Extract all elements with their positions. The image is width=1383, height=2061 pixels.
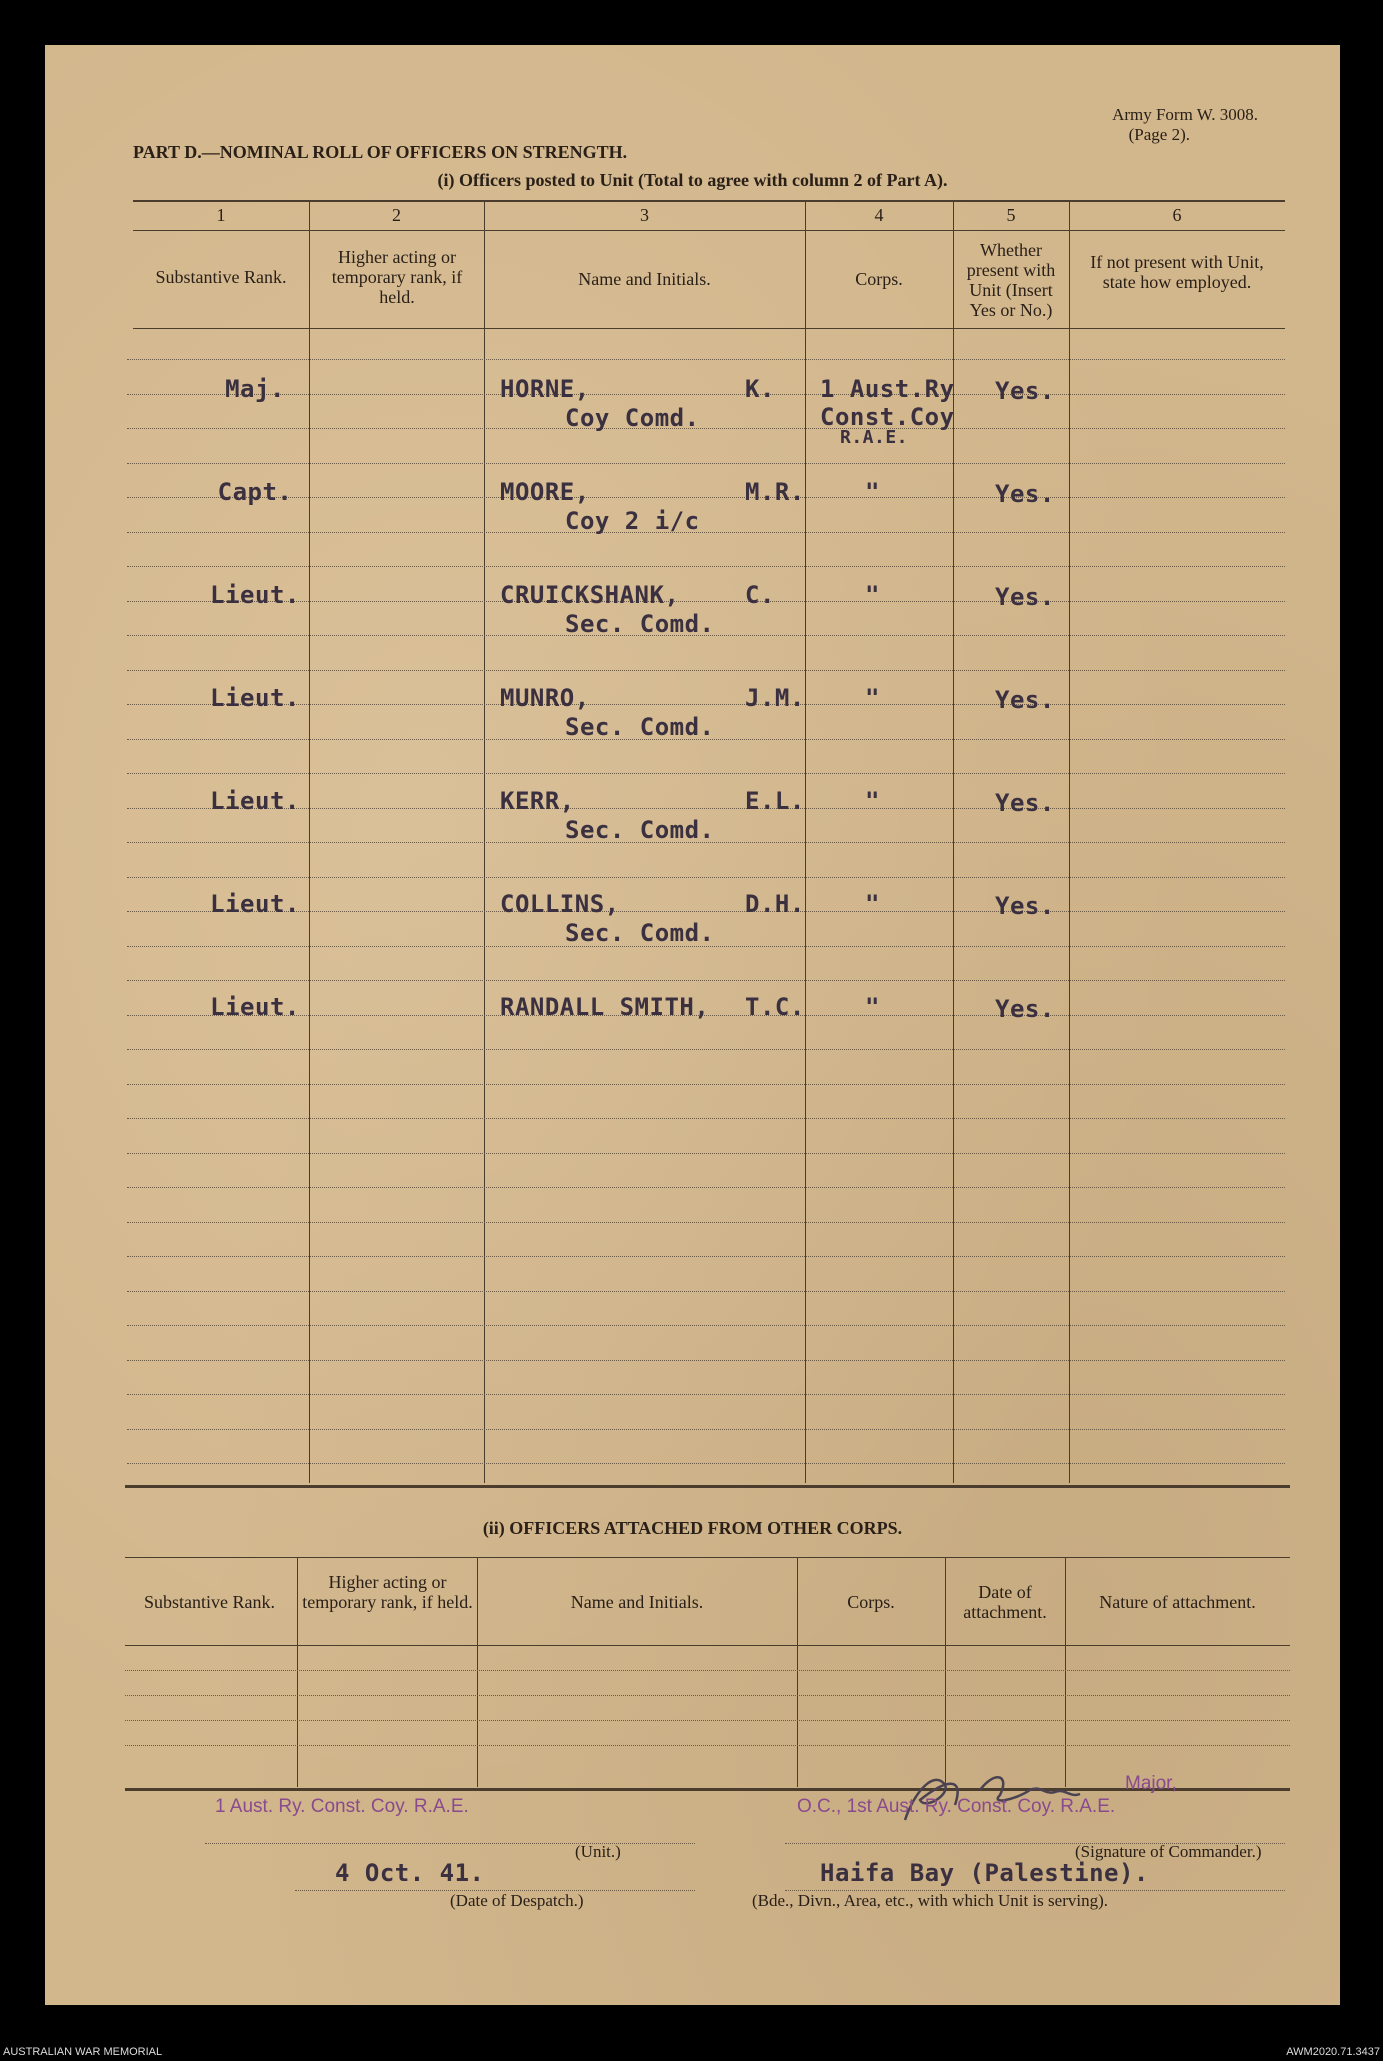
section1-title: (i) Officers posted to Unit (Total to agree with column 2 of Part A). — [437, 170, 948, 190]
col-number-2: 2 — [392, 205, 401, 225]
commander-label: (Signature of Commander.) — [1075, 1842, 1262, 1861]
ruled-line — [127, 1049, 1285, 1050]
officer-name: RANDALL SMITH, — [500, 993, 710, 1021]
table2-header-border — [125, 1645, 1290, 1646]
officer-present: Yes. — [995, 583, 1055, 611]
col-header-rank: Substantive Rank. — [155, 267, 287, 287]
ruled-line — [127, 1360, 1285, 1361]
page-number: (Page 2). — [1128, 125, 1190, 144]
officer-appointment: Coy 2 i/c — [565, 507, 700, 535]
col-header-employed: If not present with Unit, state how employed. — [1090, 252, 1264, 292]
despatch-label: (Date of Despatch.) — [450, 1891, 584, 1910]
officer-rank: Lieut. — [210, 581, 300, 609]
officer-initials: M.R. — [745, 478, 805, 506]
ruled-line — [125, 1745, 1290, 1746]
officer-name: MOORE, — [500, 478, 590, 506]
ruled-line — [127, 1394, 1285, 1395]
unit-line — [205, 1843, 695, 1844]
officer-corps: " — [865, 478, 880, 506]
ruled-line — [125, 1695, 1290, 1696]
officer-corps: " — [865, 890, 880, 918]
officer-initials: C. — [745, 581, 775, 609]
ruled-line — [127, 1291, 1285, 1292]
ruled-line — [127, 463, 1285, 464]
officer-appointment: Sec. Comd. — [565, 816, 715, 844]
ruled-line — [127, 670, 1285, 671]
ruled-line — [127, 566, 1285, 567]
t2-header-date: Date of attachment. — [963, 1582, 1047, 1622]
ruled-line — [127, 359, 1285, 360]
officer-rank: Lieut. — [210, 993, 300, 1021]
section2-title: (ii) OFFICERS ATTACHED FROM OTHER CORPS. — [482, 1518, 903, 1538]
ruled-line — [127, 773, 1285, 774]
location-label: (Bde., Divn., Area, etc., with which Unit is serving). — [752, 1891, 1108, 1910]
col-header-higher-rank: Higher acting or temporary rank, if held. — [331, 247, 463, 307]
officer-rank: Lieut. — [210, 787, 300, 815]
officer-name: KERR, — [500, 787, 575, 815]
officer-initials: E.L. — [745, 787, 805, 815]
officer-present: Yes. — [995, 789, 1055, 817]
unit-label: (Unit.) — [575, 1842, 621, 1861]
ruled-line — [127, 1187, 1285, 1188]
officer-rank: Maj. — [225, 375, 285, 403]
col-number-4: 4 — [874, 205, 884, 225]
officer-appointment: Sec. Comd. — [565, 919, 715, 947]
officer-appointment: Sec. Comd. — [565, 713, 715, 741]
commander-stamp-line: O.C., 1st Aust. Ry. Const. Coy. R.A.E. — [797, 1796, 1116, 1817]
commander-signature — [885, 1750, 1145, 1830]
ruled-line — [127, 532, 1285, 533]
officer-rank: Lieut. — [210, 890, 300, 918]
officer-corps: " — [865, 787, 880, 815]
table1-top-border — [133, 200, 1285, 202]
officer-corps: " — [865, 581, 880, 609]
t2-header-nature: Nature of attachment. — [1099, 1592, 1256, 1612]
despatch-date: 4 Oct. 41. — [335, 1859, 485, 1887]
col-header-corps: Corps. — [855, 269, 903, 289]
footer-accession: AWM2020.71.3437 — [1286, 2046, 1380, 2058]
ruled-line — [127, 980, 1285, 981]
table2-top-border — [125, 1557, 1290, 1558]
ruled-line — [127, 1084, 1285, 1085]
commander-stamp-rank: Major, — [1125, 1773, 1177, 1794]
footer-institution: AUSTRALIAN WAR MEMORIAL — [3, 2046, 163, 2058]
officer-corps-line2: Const.Coy — [820, 403, 955, 431]
ruled-line — [127, 1429, 1285, 1430]
unit-stamp: 1 Aust. Ry. Const. Coy. R.A.E. — [215, 1796, 469, 1817]
t2-header-name: Name and Initials. — [570, 1592, 704, 1612]
officer-present: Yes. — [995, 377, 1055, 405]
officer-appointment: Sec. Comd. — [565, 610, 715, 638]
col-number-1: 1 — [216, 205, 226, 225]
officer-name: HORNE, — [500, 375, 590, 403]
officer-name: CRUICKSHANK, — [500, 581, 680, 609]
ruled-line — [127, 1325, 1285, 1326]
officer-name: COLLINS, — [500, 890, 620, 918]
officer-rank: Capt. — [217, 478, 293, 506]
officer-present: Yes. — [995, 995, 1055, 1023]
col-number-6: 6 — [1172, 205, 1182, 225]
officer-corps: 1 Aust.Ry — [820, 375, 955, 403]
location: Haifa Bay (Palestine). — [820, 1859, 1149, 1887]
ruled-line — [127, 877, 1285, 878]
part-title: PART D.—NOMINAL ROLL OF OFFICERS ON STRENGTH. — [133, 142, 628, 162]
officer-initials: J.M. — [745, 684, 805, 712]
col-number-3: 3 — [640, 205, 649, 225]
ruled-line — [127, 1153, 1285, 1154]
officer-corps: " — [865, 684, 880, 712]
table1-header-border — [133, 328, 1285, 329]
officer-present: Yes. — [995, 892, 1055, 920]
officer-appointment: Coy Comd. — [565, 404, 700, 432]
table1-number-row-border — [133, 230, 1285, 231]
ruled-line — [127, 1463, 1285, 1464]
officer-initials: D.H. — [745, 890, 805, 918]
officer-present: Yes. — [995, 480, 1055, 508]
ruled-line — [125, 1670, 1290, 1671]
ruled-line — [125, 1720, 1290, 1721]
t2-header-corps: Corps. — [847, 1592, 895, 1612]
col-header-present: Whether present with Unit (Insert Yes or No.) — [966, 240, 1056, 320]
table1-bottom-border — [125, 1485, 1290, 1488]
officer-corps: " — [865, 993, 880, 1021]
t2-header-rank: Substantive Rank. — [144, 1592, 275, 1612]
officer-rank: Lieut. — [210, 684, 300, 712]
officer-corps-line3: R.A.E. — [840, 427, 909, 448]
ruled-line — [127, 1222, 1285, 1223]
form-id: Army Form W. 3008. — [1112, 105, 1258, 124]
form-paper — [45, 45, 1340, 2005]
ruled-line — [127, 1256, 1285, 1257]
col-header-name: Name and Initials. — [578, 269, 711, 289]
t2-header-higher-rank: Higher acting or temporary rank, if held. — [302, 1572, 473, 1612]
ruled-line — [127, 428, 1285, 429]
officer-name: MUNRO, — [500, 684, 590, 712]
officer-present: Yes. — [995, 686, 1055, 714]
col-number-5: 5 — [1006, 205, 1016, 225]
ruled-line — [127, 1118, 1285, 1119]
officer-initials: K. — [745, 375, 775, 403]
officer-initials: T.C. — [745, 993, 805, 1021]
